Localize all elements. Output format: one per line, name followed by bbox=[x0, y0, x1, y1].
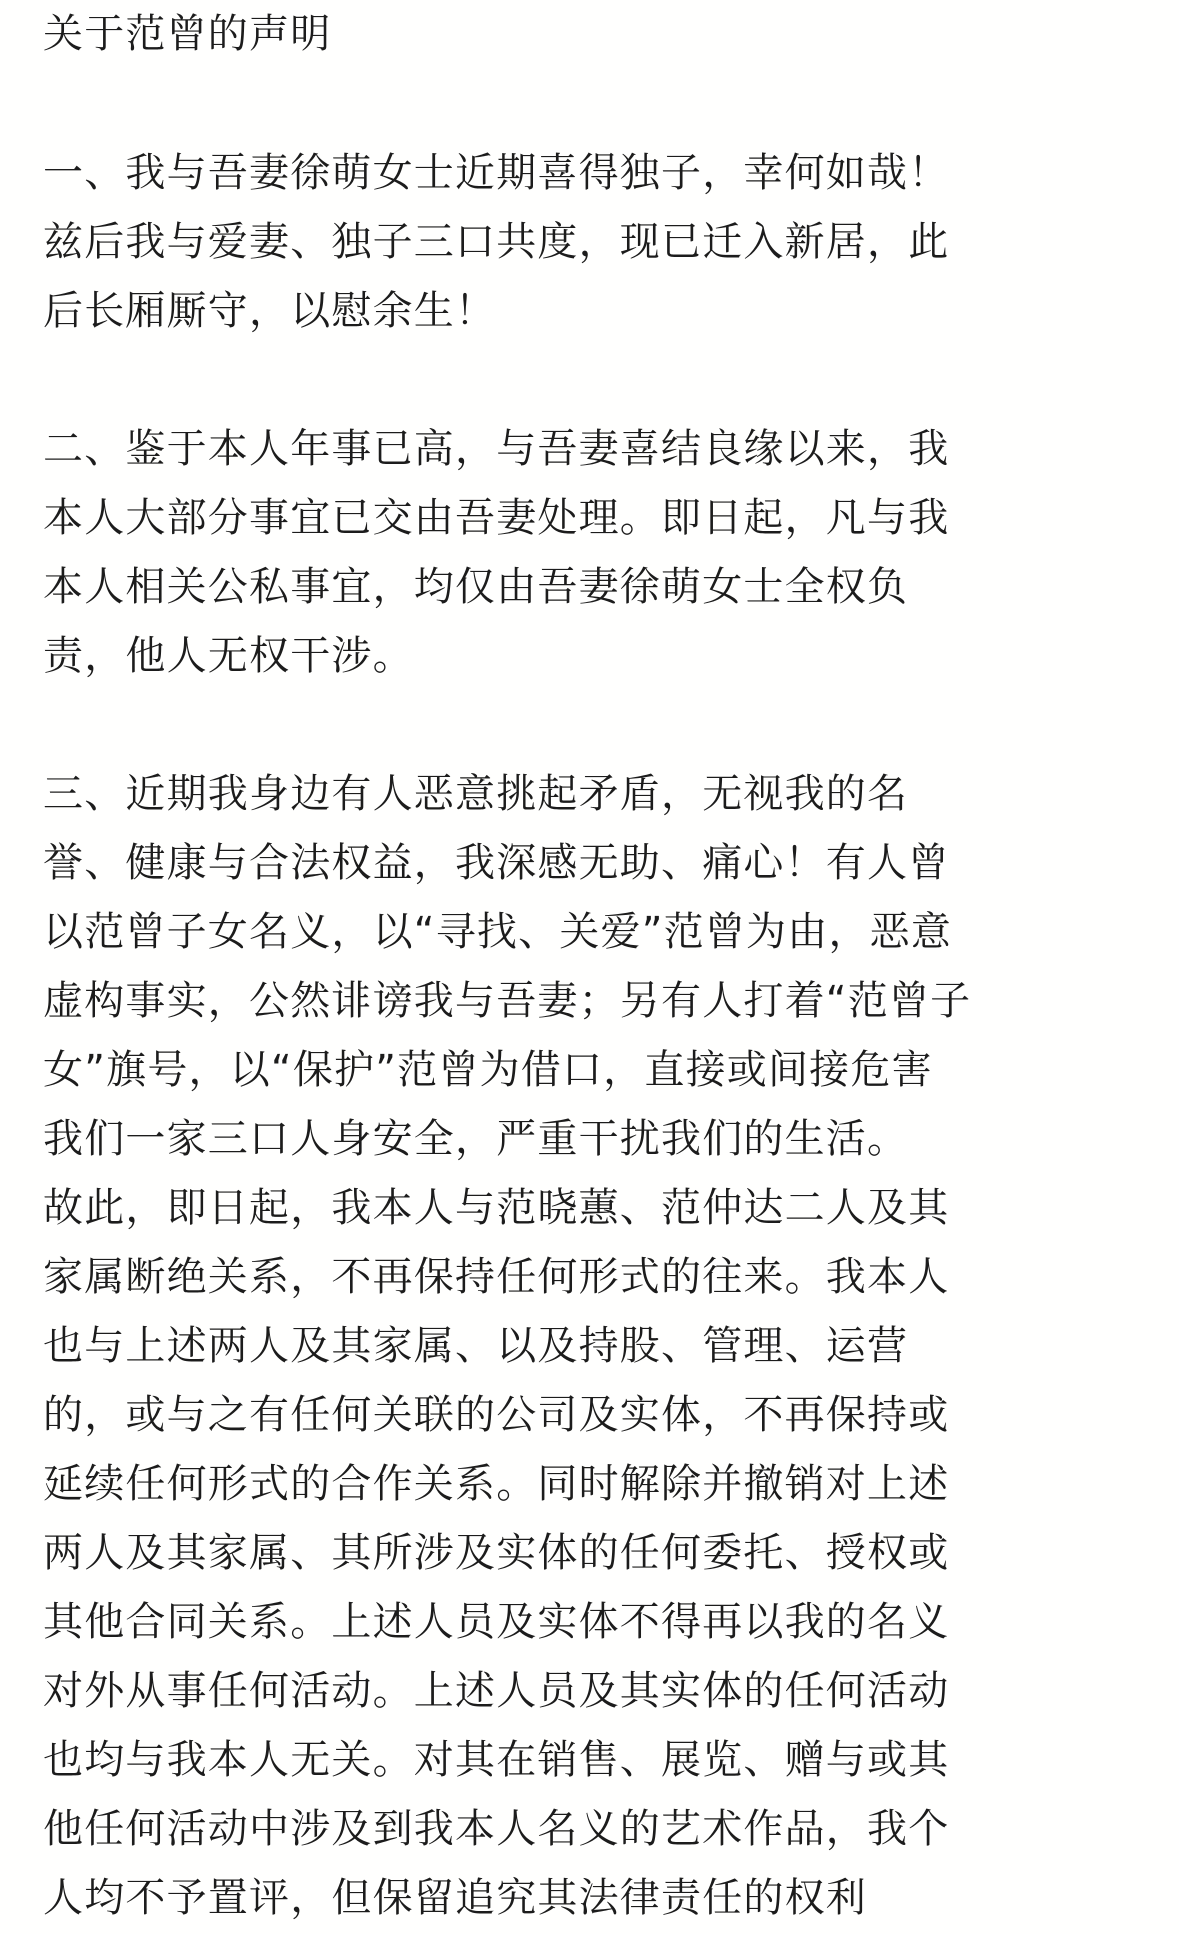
paragraph-line: 以范曾子女名义，以“寻找、关爱”范曾为由，恶意 bbox=[43, 909, 953, 955]
paragraph-line: 虚构事实，公然诽谤我与吾妻；另有人打着“范曾子 bbox=[43, 978, 972, 1024]
paragraph-line: 女”旗号，以“保护”范曾为借口，直接或间接危害 bbox=[43, 1047, 933, 1093]
paragraph-line: 人均不予置评，但保留追究其法律责任的权利 bbox=[43, 1875, 867, 1921]
paragraph-line: 誉、健康与合法权益，我深感无助、痛心！有人曾 bbox=[43, 840, 950, 886]
paragraph-line: 他任何活动中涉及到我本人名义的艺术作品，我个 bbox=[43, 1806, 950, 1852]
paragraph-line: 后长厢厮守，以慰余生！ bbox=[43, 288, 497, 334]
paragraph-line: 我们一家三口人身安全，严重干扰我们的生活。 bbox=[43, 1116, 909, 1162]
paragraph-line: 本人大部分事宜已交由吾妻处理。即日起，凡与我 bbox=[43, 495, 950, 541]
paragraph-1 bbox=[43, 139, 1133, 346]
paragraph-line: 其他合同关系。上述人员及实体不得再以我的名义 bbox=[43, 1599, 950, 1645]
paragraph-3 bbox=[43, 760, 1133, 1933]
paragraph-line: 延续任何形式的合作关系。同时解除并撤销对上述 bbox=[43, 1461, 950, 1507]
paragraph-line: 两人及其家属、其所涉及实体的任何委托、授权或 bbox=[43, 1530, 950, 1576]
paragraph-line: 兹后我与爱妻、独子三口共度，现已迁入新居，此 bbox=[43, 219, 950, 265]
paragraph-line: 故此，即日起，我本人与范晓蕙、范仲达二人及其 bbox=[43, 1185, 950, 1231]
paragraph-line: 本人相关公私事宜，均仅由吾妻徐萌女士全权负 bbox=[43, 564, 909, 610]
paragraph-line: 二、鉴于本人年事已高，与吾妻喜结良缘以来，我 bbox=[43, 426, 950, 472]
paragraph-line: 的，或与之有任何关联的公司及实体，不再保持或 bbox=[43, 1392, 950, 1438]
page-title: 关于范曾的声明 bbox=[43, 11, 332, 57]
paragraph-line: 责，他人无权干涉。 bbox=[43, 633, 414, 679]
paragraph-line: 也与上述两人及其家属、以及持股、管理、运营 bbox=[43, 1323, 909, 1369]
paragraph-line: 家属断绝关系，不再保持任何形式的往来。我本人 bbox=[43, 1254, 950, 1300]
statement-title-block bbox=[43, 0, 1133, 69]
paragraph-line: 一、我与吾妻徐萌女士近期喜得独子，幸何如哉！ bbox=[43, 150, 950, 196]
paragraph-line: 也均与我本人无关。对其在销售、展览、赠与或其 bbox=[43, 1737, 950, 1783]
paragraph-line: 三、近期我身边有人恶意挑起矛盾，无视我的名 bbox=[43, 771, 909, 817]
paragraph-2 bbox=[43, 415, 1133, 691]
paragraph-line: 对外从事任何活动。上述人员及其实体的任何活动 bbox=[43, 1668, 950, 1714]
